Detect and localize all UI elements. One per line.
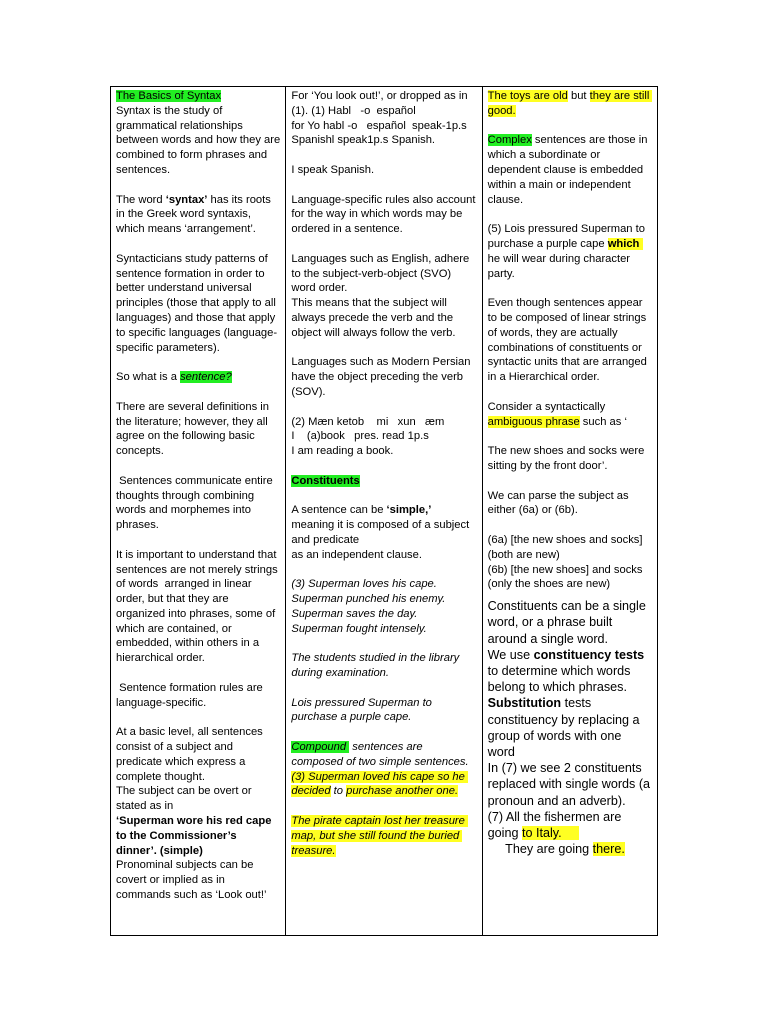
text-run: The Basics of Syntax — [116, 90, 222, 102]
paragraph-gap — [116, 459, 280, 474]
paragraph — [291, 444, 476, 459]
paragraph — [116, 400, 280, 459]
column-3-large-text — [488, 598, 652, 857]
text-run: Complex — [487, 134, 532, 147]
text-run: The subject can be overt or stated as in — [116, 785, 255, 813]
paragraph-gap — [488, 518, 652, 533]
paragraph-gap — [488, 474, 652, 489]
text-run: (6a) [the new shoes and socks] (both are new) — [487, 533, 646, 561]
text-run: Lois pressured Superman to purchase a purple cape. — [291, 696, 436, 724]
text-run: tests constituency by replacing a group of words with one word — [487, 696, 644, 759]
paragraph — [291, 770, 476, 800]
paragraph-gap — [291, 459, 476, 474]
paragraph — [291, 740, 476, 770]
text-run: has its roots in the Greek word syntaxis, which means ‘arrangement’. — [116, 193, 274, 236]
text-run: to determine which words belong to which phrases. — [487, 647, 648, 695]
text-run: So what is a — [116, 371, 181, 384]
paragraph — [116, 193, 280, 237]
paragraph — [291, 355, 476, 399]
paragraph — [488, 133, 652, 207]
column-3 — [483, 87, 657, 935]
paragraph-gap — [291, 681, 476, 696]
text-run: The students studied in the library during examination. — [291, 652, 463, 680]
column-3-text — [488, 89, 652, 592]
paragraph — [291, 548, 476, 563]
paragraph — [116, 784, 280, 814]
text-run: At a basic level, all sentences consist of a subject and predicate which express a complete thought. — [116, 726, 266, 783]
paragraph — [116, 89, 280, 104]
text-run: We use — [487, 647, 534, 662]
text-run: ‘simple,’ — [386, 504, 432, 517]
text-run: Syntacticians study patterns of sentence formation in order to better understand universal principles (those that apply to all languages) and those that apply to specific languages (language-specific parameters). — [116, 252, 279, 354]
paragraph — [488, 695, 652, 760]
paragraph-gap — [116, 237, 280, 252]
text-run: they are still good. — [487, 90, 653, 117]
text-run: to Italy. — [521, 825, 580, 840]
text-run: Even though sentences appear to be composed of linear strings of words, they are actually combinations of constituents or syntactic units that are arranged in a Hierarchical order. — [487, 297, 650, 384]
paragraph-gap — [291, 725, 476, 740]
text-run: They are going — [487, 842, 593, 857]
text-run: Pronominal subjects can be covert or implied as in commands such as ‘Look out!’ — [116, 859, 267, 902]
text-run: ‘Superman wore his red cape to the Commissioner’s dinner’. (simple) — [116, 815, 275, 857]
paragraph — [291, 163, 476, 178]
paragraph — [116, 814, 280, 858]
paragraph — [488, 444, 652, 474]
paragraph — [291, 577, 476, 592]
text-run: which — [607, 237, 643, 250]
paragraph — [488, 598, 652, 647]
paragraph — [291, 592, 476, 607]
text-run: Constituents can be a single word, or a phrase built around a single word. — [487, 599, 650, 646]
paragraph — [116, 474, 280, 533]
paragraph — [488, 222, 652, 281]
paragraph — [291, 696, 476, 726]
text-run: for Yo habl -o español speak-1p.s Spanishl speak1p.s Spanish. — [291, 119, 470, 147]
text-run: (5) Lois pressured Superman to purchase a purple cape — [487, 223, 649, 250]
column-2 — [286, 87, 482, 935]
text-run: (7) All the fishermen are going — [487, 809, 625, 840]
text-run: Superman fought intensely. — [291, 622, 427, 635]
text-run: Language-specific rules also account for the way in which words may be ordered in a sentence. — [291, 193, 479, 236]
text-run: as an independent clause. — [291, 548, 422, 561]
paragraph — [291, 814, 476, 858]
text-run: Superman saves the day. — [291, 607, 418, 620]
paragraph — [291, 252, 476, 296]
paragraph — [116, 858, 280, 902]
text-run: to — [330, 785, 347, 798]
text-run: Compound — [291, 741, 350, 754]
text-run: This means that the subject will always precede the verb and the object will always follow the verb. — [291, 297, 457, 339]
paragraph — [488, 533, 652, 563]
paragraph-gap — [291, 148, 476, 163]
paragraph — [291, 119, 476, 149]
paragraph-gap — [488, 119, 652, 134]
text-run: (2) Mæn ketob mi xun æm — [291, 415, 445, 428]
text-run: The word — [116, 193, 166, 206]
text-run: In (7) we see 2 constituents replaced with single words (a pronoun and an adverb). — [487, 761, 654, 808]
paragraph-gap — [488, 207, 652, 222]
text-run: Syntax is the study of grammatical relationships between words and how they are combined to form phrases and sentences. — [116, 104, 284, 176]
text-run: Substitution — [487, 696, 562, 711]
text-run: For ‘You look out!’, or dropped as in (1). (1) Habl -o español — [291, 90, 471, 117]
text-run: sentences are composed of two simple sentences. — [291, 741, 469, 768]
paragraph-gap — [116, 710, 280, 725]
paragraph — [488, 489, 652, 519]
text-run: Consider a syntactically — [487, 400, 609, 413]
text-run: there. — [592, 842, 625, 857]
text-run: such as ‘ — [579, 415, 627, 428]
paragraph-gap — [291, 341, 476, 356]
text-run: (3) Superman loves his cape. — [291, 578, 437, 591]
paragraph — [116, 104, 284, 178]
paragraph-gap — [291, 563, 476, 578]
paragraph — [116, 725, 280, 784]
text-run: Languages such as Modern Persian have the object preceding the verb (SOV). — [291, 356, 474, 398]
paragraph — [488, 809, 652, 841]
text-run: Languages such as English, adhere to the subject-verb-object (SVO) word order. — [291, 252, 473, 295]
paragraph — [488, 400, 652, 430]
text-run: Sentence formation rules are language-specific. — [116, 681, 266, 709]
paragraph — [291, 474, 476, 489]
paragraph — [116, 681, 280, 711]
paragraph — [291, 429, 476, 444]
text-run: purchase another one. — [346, 785, 459, 798]
paragraph — [291, 607, 476, 622]
paragraph-gap — [116, 385, 280, 400]
paragraph-gap — [116, 533, 280, 548]
text-run: but — [567, 90, 590, 102]
paragraph — [291, 622, 476, 637]
text-run: The toys are old — [487, 90, 568, 102]
text-run: There are several definitions in the literature; however, they all agree on the following basic concepts. — [116, 400, 273, 458]
text-run: (6b) [the new shoes] and socks (only the shoes are new) — [487, 563, 646, 591]
paragraph — [488, 841, 652, 857]
paragraph-gap — [116, 355, 280, 370]
text-run: ‘syntax’ — [165, 193, 208, 206]
text-run: Superman punched his enemy. — [291, 593, 446, 606]
paragraph — [291, 503, 476, 547]
paragraph-gap — [291, 636, 476, 651]
text-run: I speak Spanish. — [291, 163, 375, 176]
text-run: ambiguous phrase — [487, 415, 580, 428]
text-run: It is important to understand that sentences are not merely strings of words arranged in linear order, but that they are organized into phrases, some of which are contained, or embedded, within others in a hierarchical order. — [116, 548, 281, 665]
paragraph — [488, 760, 652, 809]
paragraph-gap — [488, 385, 652, 400]
paragraph — [116, 548, 280, 666]
paragraph-gap — [488, 429, 652, 444]
text-run: A sentence can be — [291, 504, 387, 517]
paragraph — [488, 296, 652, 385]
text-run: The new shoes and socks were sitting by the front door’. — [487, 445, 648, 472]
paragraph — [291, 415, 476, 430]
paragraph — [291, 651, 476, 681]
paragraph — [291, 89, 476, 119]
paragraph-gap — [116, 178, 280, 193]
text-run: Sentences communicate entire thoughts through combining words and morphemes into phrases. — [116, 474, 276, 532]
text-run: (3) Superman loved his cape so he decided — [291, 770, 468, 798]
paragraph — [116, 370, 280, 385]
text-run: he will wear during character party. — [487, 252, 634, 280]
paragraph-gap — [488, 281, 652, 296]
column-1 — [111, 87, 286, 935]
text-run: The pirate captain lost her treasure map, but she still found the buried treasure. — [291, 815, 468, 857]
text-run: I am reading a book. — [291, 445, 394, 458]
text-run: sentence? — [180, 371, 232, 384]
paragraph — [116, 252, 280, 356]
text-run: constituency tests — [533, 647, 645, 662]
paragraph-gap — [291, 237, 476, 252]
paragraph — [488, 563, 652, 593]
text-run: We can parse the subject as either (6a) or (6b). — [487, 489, 632, 517]
text-run: I (a)book pres. read 1p.s — [291, 430, 429, 443]
paragraph — [488, 647, 652, 696]
paragraph-gap — [291, 799, 476, 814]
text-run: sentences are those in which a subordinate or dependent clause is embedded within a main or independent clause. — [487, 134, 651, 206]
paragraph-gap — [116, 666, 280, 681]
paragraph — [291, 296, 476, 340]
paragraph-gap — [291, 400, 476, 415]
text-run: Constituents — [291, 474, 360, 487]
text-run: meaning it is composed of a subject and predicate — [291, 504, 473, 546]
paragraph-gap — [291, 489, 476, 504]
paragraph — [291, 193, 479, 237]
paragraph-gap — [291, 178, 476, 193]
paragraph — [488, 89, 652, 119]
document-table — [110, 86, 658, 936]
